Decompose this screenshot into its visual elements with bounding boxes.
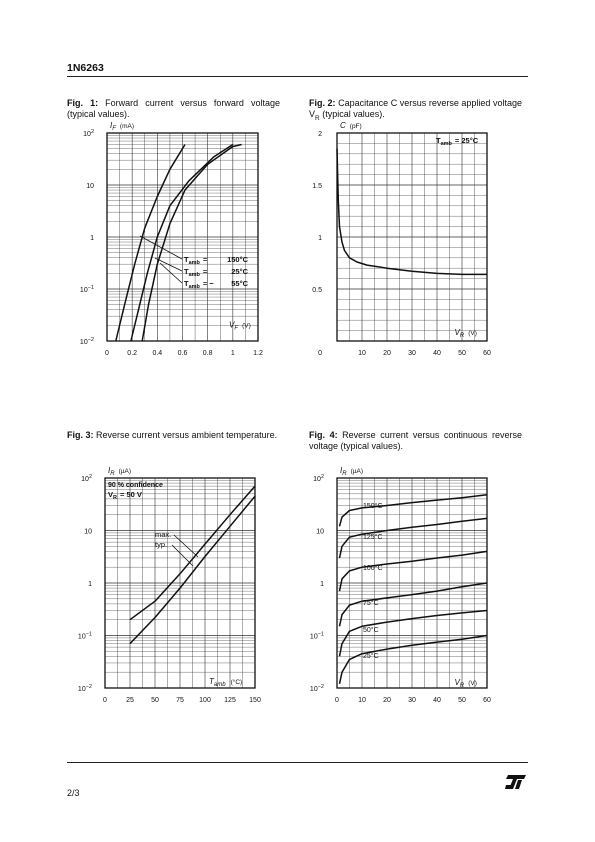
y-tick-label: 1 — [320, 581, 324, 588]
figure-1-x-sub: F — [234, 325, 239, 332]
figure-2-note-value: = 25°C — [454, 136, 479, 145]
figure-2-x-unit: (V) — [468, 330, 477, 337]
y-tick-label: $10^{-1}$ — [309, 631, 324, 641]
series-line-5 — [340, 611, 488, 657]
figure-1-caption-text: Forward current versus forward voltage (typical values). — [67, 98, 280, 119]
curve-label: max. — [155, 530, 172, 539]
x-tick-label: 60 — [483, 697, 491, 704]
figure-2-y-unit: (pF) — [349, 123, 362, 130]
figure-3-x-sub: amb — [213, 682, 226, 688]
figure-2-x-quantity: V — [454, 328, 460, 337]
figure-4-x-axis-label — [455, 678, 477, 689]
y-tick-label: 0.5 — [312, 287, 322, 294]
figure-1-x-unit: (V) — [242, 322, 251, 330]
y-tick-label: 10 — [84, 528, 92, 536]
x-tick-label: 25 — [126, 697, 134, 704]
y-tick-label: 2 — [318, 131, 322, 138]
x-tick-label: 150 — [249, 697, 261, 704]
y-tick-label: $10^{-1}$ — [77, 631, 92, 641]
series-line-2 — [340, 518, 488, 558]
figure-3-note-value: = 50 V — [120, 490, 142, 499]
legend-value: 25°C — [231, 267, 248, 276]
figure-3-label: Fig. 3: — [67, 430, 94, 440]
figure-4-y-quantity: I — [340, 466, 343, 475]
curve-label: typ. — [155, 540, 168, 549]
y-tick-label: $10^{-1}$ — [79, 285, 94, 294]
series-line-6 — [340, 636, 488, 684]
figure-4-y-sub: R — [342, 471, 347, 477]
x-tick-label: 75 — [176, 697, 184, 704]
series-line-3 — [340, 551, 488, 591]
figure-2-caption-text: Capacitance C versus reverse applied voltage V — [309, 98, 522, 119]
legend-value: 55°C — [231, 279, 248, 288]
y-tick-label: 10 — [316, 528, 324, 536]
y-tick-label: 10 — [86, 183, 94, 190]
y-tick-label: $10^{-2}$ — [77, 684, 92, 693]
x-tick-label: 0.2 — [127, 350, 138, 357]
figure-4-x-unit: (V) — [468, 680, 477, 687]
figure-4-curves — [340, 495, 488, 684]
figure-3-note-name: V — [108, 490, 114, 499]
curve-label: 75°C — [363, 600, 379, 607]
figure-3-note-line1: 90 % confidence — [108, 482, 163, 489]
legend-entry: $T_{amb}$ = — [184, 255, 208, 266]
x-tick-label: 30 — [408, 697, 416, 704]
y-tick-label: 1 — [88, 581, 92, 588]
footer-rule — [67, 762, 528, 763]
figure-1-y-sub: F — [112, 126, 116, 132]
figure-2-label: Fig. 2: — [309, 98, 336, 108]
curve-label: 150°C — [363, 503, 383, 510]
y-tick-label: 1 — [318, 235, 322, 242]
figure-3-x-unit: (°C) — [230, 679, 243, 686]
y-tick-label: $10^{-2}$ — [309, 684, 324, 693]
x-tick-label: 1 — [230, 350, 235, 357]
y-tick-label: $10^2$ — [83, 129, 94, 138]
part-number: 1N6263 — [67, 62, 104, 74]
curve-label: 100°C — [363, 565, 383, 572]
x-tick-label: 10 — [358, 350, 366, 357]
legend-value: 150°C — [227, 255, 248, 264]
x-tick-label: 10 — [358, 697, 366, 704]
y-tick-label: $10^2$ — [313, 474, 324, 483]
x-tick-label: 50 — [151, 697, 159, 704]
figure-1-y-unit: (mA) — [119, 123, 134, 130]
figure-2-note-sub: amb — [440, 141, 452, 147]
y-tick-label: $10^2$ — [81, 474, 92, 483]
x-tick-label: 50 — [458, 350, 466, 357]
figure-4-curve-labels — [363, 502, 383, 660]
x-tick-label: 0.4 — [152, 350, 163, 357]
figure-4-y-ticks — [310, 474, 324, 693]
figure-4-x-ticks — [335, 697, 491, 704]
figure-4-label: Fig. 4: — [309, 430, 338, 440]
x-tick-label: 1.2 — [253, 350, 263, 357]
x-tick-label: 20 — [383, 697, 391, 704]
st-logo-icon — [505, 774, 527, 790]
figure-2-x-sub: R — [459, 333, 465, 339]
x-tick-label: 125 — [224, 697, 236, 704]
x-tick-label: 0.6 — [177, 350, 188, 357]
curve-label: 125°C — [363, 534, 383, 541]
x-tick-label: 0 — [335, 697, 339, 704]
figure-3-y-unit: (µA) — [118, 468, 131, 475]
figure-3-x-quantity: T — [209, 677, 214, 686]
legend-entry: $T_{amb}$ = — [184, 267, 208, 278]
figure-2-caption-text-end: (typical values). — [319, 109, 385, 119]
x-tick-label: 60 — [483, 350, 491, 357]
curve-label: 25°C — [363, 653, 379, 660]
figure-2-caption-sub: R — [315, 114, 320, 122]
figure-3-y-sub: R — [110, 471, 115, 477]
y-tick-label: 1 — [90, 235, 94, 242]
x-tick-label: 50 — [458, 697, 466, 704]
x-tick-label: 0.8 — [202, 350, 213, 357]
x-tick-label: 0 — [103, 697, 107, 704]
figure-3-caption-text: Reverse current versus ambient temperature. — [96, 430, 278, 440]
figure-4-y-unit: (µA) — [350, 468, 363, 475]
x-tick-label: 40 — [433, 350, 441, 357]
y-tick-label: $10^{-2}$ — [79, 337, 94, 346]
page-number: 2/3 — [67, 788, 80, 798]
x-tick-label: 40 — [433, 697, 441, 704]
figure-2-note-name: T — [436, 136, 441, 145]
figure-4-grid — [337, 478, 487, 688]
figure-3-y-quantity: I — [108, 466, 111, 475]
figure-1-x-quantity: V — [229, 320, 235, 330]
curve-label: 50°C — [363, 627, 379, 634]
x-tick-label: 0 — [105, 350, 109, 357]
y-tick-label: 1.5 — [312, 183, 322, 190]
x-tick-label: 20 — [383, 350, 391, 357]
figure-4-caption-text: Reverse current versus continuous reverse voltage (typical values). — [309, 430, 523, 451]
figure-1-label: Fig. 1: — [67, 98, 99, 108]
figure-3-note-sub: R — [113, 495, 117, 501]
legend-entry: $T_{amb}$ = − — [184, 279, 214, 290]
figure-4-x-sub: R — [459, 683, 465, 689]
x-tick-label: 30 — [408, 350, 416, 357]
figure-1-y-quantity: I — [110, 121, 113, 130]
figure-2-y-quantity: C — [340, 121, 346, 130]
x-tick-label: 100 — [199, 697, 211, 704]
figure-4-y-axis-label — [340, 466, 363, 477]
figure-4-x-quantity: V — [454, 678, 460, 687]
y-tick-label: 0 — [318, 350, 322, 357]
